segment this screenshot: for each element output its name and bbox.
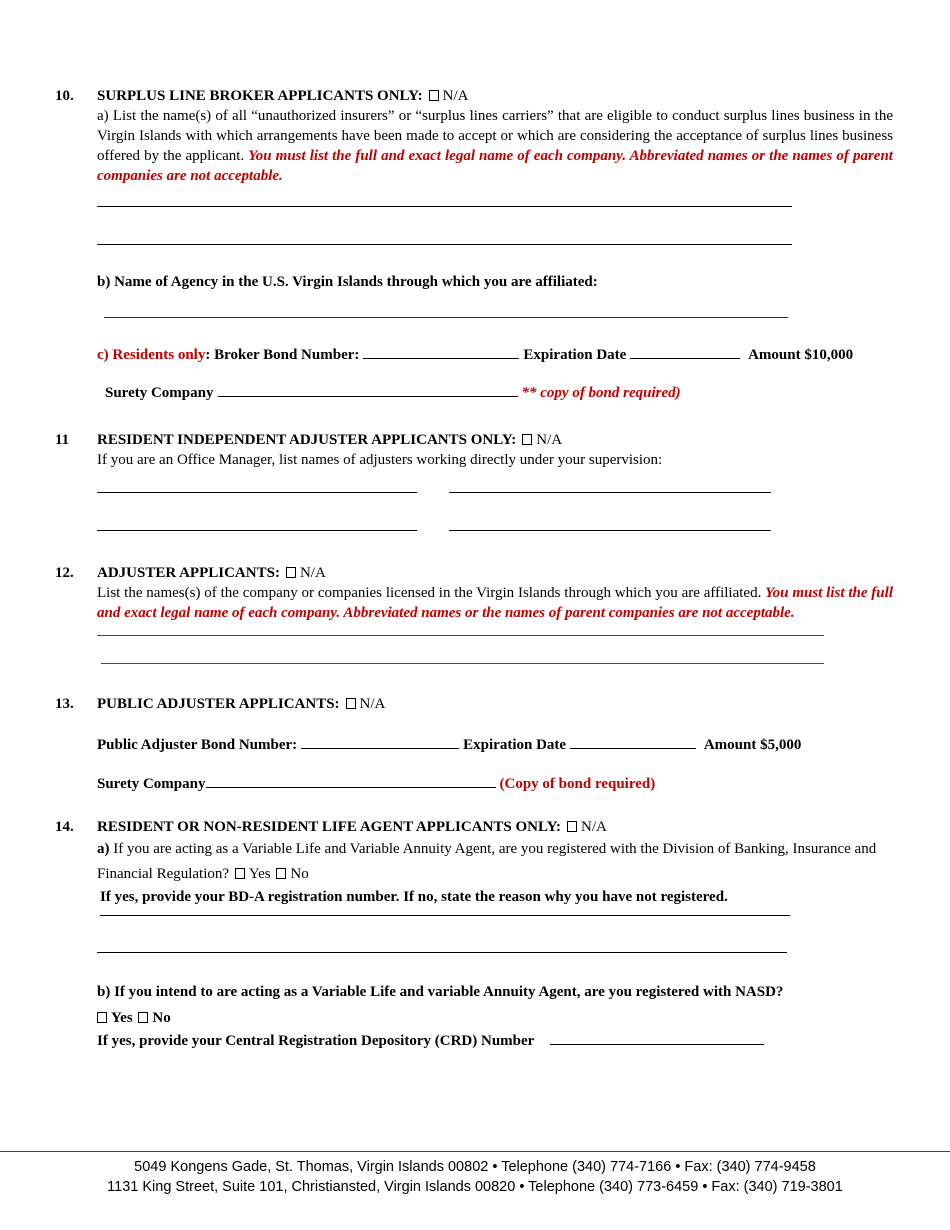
section-14a-marker: a) [97, 841, 110, 857]
section-11 [55, 430, 893, 531]
adjuster-name-row-1 [97, 492, 893, 493]
section-12-title: ADJUSTER APPLICANTS: [97, 565, 280, 581]
footer-address-line-1: 5049 Kongens Gade, St. Thomas, Virgin Islands 00802 • Telephone (340) 774-7166 • Fax: (340) 774-9458 [134, 1159, 816, 1175]
bond-copy-note-10: ** copy of bond required) [521, 385, 681, 401]
expiration-date-label-10: Expiration Date [523, 347, 627, 363]
surety-company-field-10[interactable] [218, 384, 518, 397]
section-14-content [97, 817, 893, 1051]
no-checkbox-14a[interactable] [276, 868, 286, 879]
section-10a-text: a) List the name(s) of all “unauthorized insurers” or “surplus lines carriers” that are eligible to conduct surplus lines business in the Virgin Islands with which arrangements have been made to accept or which are considering the acceptance of surplus lines business offered by the applicant. [97, 108, 893, 164]
section-14 [55, 817, 893, 1051]
section-12-number: 12. [55, 565, 74, 581]
surety-company-label-10: Surety Company [105, 385, 214, 401]
section-10-content [97, 86, 893, 403]
na-label-14: N/A [581, 819, 607, 835]
page-footer [0, 1151, 950, 1197]
insurer-name-line-2[interactable] [97, 244, 792, 245]
broker-bond-number-label: : Broker Bond Number: [205, 347, 360, 363]
section-14a-paragraph [97, 837, 893, 887]
section-12 [55, 563, 893, 664]
section-14b-text: b) If you intend to are acting as a Variable Life and variable Annuity Agent, are you registered with NASD? [97, 984, 784, 1000]
expiration-date-field-10[interactable] [630, 346, 740, 359]
section-11-heading [97, 430, 893, 450]
adjuster-name-field-1[interactable] [97, 492, 417, 493]
insurer-name-line-1[interactable] [97, 206, 792, 207]
section-12-heading [97, 563, 893, 583]
section-11-content [97, 430, 893, 531]
section-10b-label: b) Name of Agency in the U.S. Virgin Islands through which you are affiliated: [97, 274, 598, 290]
section-14-number: 14. [55, 819, 74, 835]
section-13-surety-row [97, 774, 893, 794]
surety-company-label-13: Surety Company [97, 776, 206, 792]
section-12-content [97, 563, 893, 664]
section-12-paragraph [97, 583, 893, 623]
section-14-crd-row [97, 1031, 893, 1051]
na-checkbox-11[interactable] [522, 434, 532, 445]
section-14-heading [97, 817, 893, 837]
na-checkbox-12[interactable] [286, 567, 296, 578]
section-14-title: RESIDENT OR NON-RESIDENT LIFE AGENT APPLICANTS ONLY: [97, 819, 562, 835]
na-label-13: N/A [359, 696, 386, 712]
section-12-warning: You must list the full and exact legal name of each company. Abbreviated names or the names of parent companies are not acceptable. [97, 585, 893, 621]
amount-label-13: Amount $5,000 [703, 737, 802, 753]
na-label-10: N/A [442, 88, 469, 104]
no-checkbox-14b[interactable] [138, 1012, 148, 1023]
public-adjuster-bond-label: Public Adjuster Bond Number: [97, 737, 298, 753]
crd-number-label: If yes, provide your Central Registration Depository (CRD) Number [97, 1033, 535, 1049]
section-10c-row [97, 345, 893, 365]
section-14a-instruction: If yes, provide your BD-A registration number. If no, state the reason why you have not registered. [100, 889, 728, 905]
bda-registration-line-2[interactable] [97, 952, 787, 953]
broker-bond-number-field[interactable] [363, 346, 519, 359]
expiration-date-label-13: Expiration Date [463, 737, 567, 753]
bond-copy-note-13: (Copy of bond required) [499, 776, 656, 792]
company-name-line-1[interactable] [97, 635, 824, 636]
section-10 [55, 86, 893, 403]
no-label-14b: No [152, 1010, 171, 1026]
no-label-14a: No [290, 866, 309, 882]
yes-checkbox-14b[interactable] [97, 1012, 107, 1023]
yes-checkbox-14a[interactable] [235, 868, 245, 879]
adjuster-name-field-4[interactable] [449, 530, 771, 531]
na-label-11: N/A [536, 432, 563, 448]
section-13-number: 13. [55, 696, 74, 712]
amount-label-10: Amount $10,000 [748, 347, 854, 363]
footer-address-line-2: 1131 King Street, Suite 101, Christiansted, Virgin Islands 00820 • Telephone (340) 773-6459 • Fax: (340) 719-3801 [107, 1179, 843, 1195]
section-14b-yesno-row [97, 1008, 893, 1028]
na-checkbox-10[interactable] [429, 90, 439, 101]
section-14a-text: If you are acting as a Variable Life and Variable Annuity Agent, are you registered with the Division of Banking, Insurance and Financial Regulation? [97, 841, 877, 882]
public-adjuster-bond-field[interactable] [301, 736, 459, 749]
adjuster-name-field-3[interactable] [97, 530, 417, 531]
section-11-text: If you are an Office Manager, list names of adjusters working directly under your supervision: [97, 452, 663, 468]
section-11-title: RESIDENT INDEPENDENT ADJUSTER APPLICANTS ONLY: [97, 432, 517, 448]
residents-only-label: c) Residents only [97, 347, 206, 363]
section-13-content [97, 694, 893, 794]
company-name-line-2[interactable] [101, 663, 824, 664]
adjuster-name-row-2 [97, 530, 893, 531]
section-13-bond-row [97, 735, 893, 755]
section-10-title: SURPLUS LINE BROKER APPLICANTS ONLY: [97, 88, 423, 104]
section-10a-paragraph [97, 106, 893, 186]
section-13 [55, 694, 893, 794]
section-10-surety-row [105, 383, 893, 403]
adjuster-name-field-2[interactable] [449, 492, 771, 493]
yes-label-14b: Yes [111, 1010, 133, 1026]
section-13-heading [97, 694, 893, 714]
bda-registration-line-1[interactable] [100, 915, 790, 916]
section-12-text: List the names(s) of the company or companies licensed in the Virgin Islands through which you are affiliated. [97, 585, 766, 601]
crd-number-field[interactable] [550, 1032, 764, 1045]
surety-company-field-13[interactable] [206, 775, 496, 788]
section-10-number: 10. [55, 88, 74, 104]
na-checkbox-13[interactable] [346, 698, 356, 709]
section-10-heading [97, 86, 893, 106]
section-13-title: PUBLIC ADJUSTER APPLICANTS: [97, 696, 340, 712]
agency-name-line[interactable] [104, 317, 788, 318]
na-label-12: N/A [299, 565, 326, 581]
yes-label-14a: Yes [248, 866, 271, 882]
expiration-date-field-13[interactable] [570, 736, 696, 749]
section-11-number: 11 [55, 432, 70, 448]
na-checkbox-14[interactable] [567, 821, 577, 832]
section-10a-warning: You must list the full and exact legal name of each company. Abbreviated names or the names of parent companies are not acceptable. [97, 148, 893, 184]
